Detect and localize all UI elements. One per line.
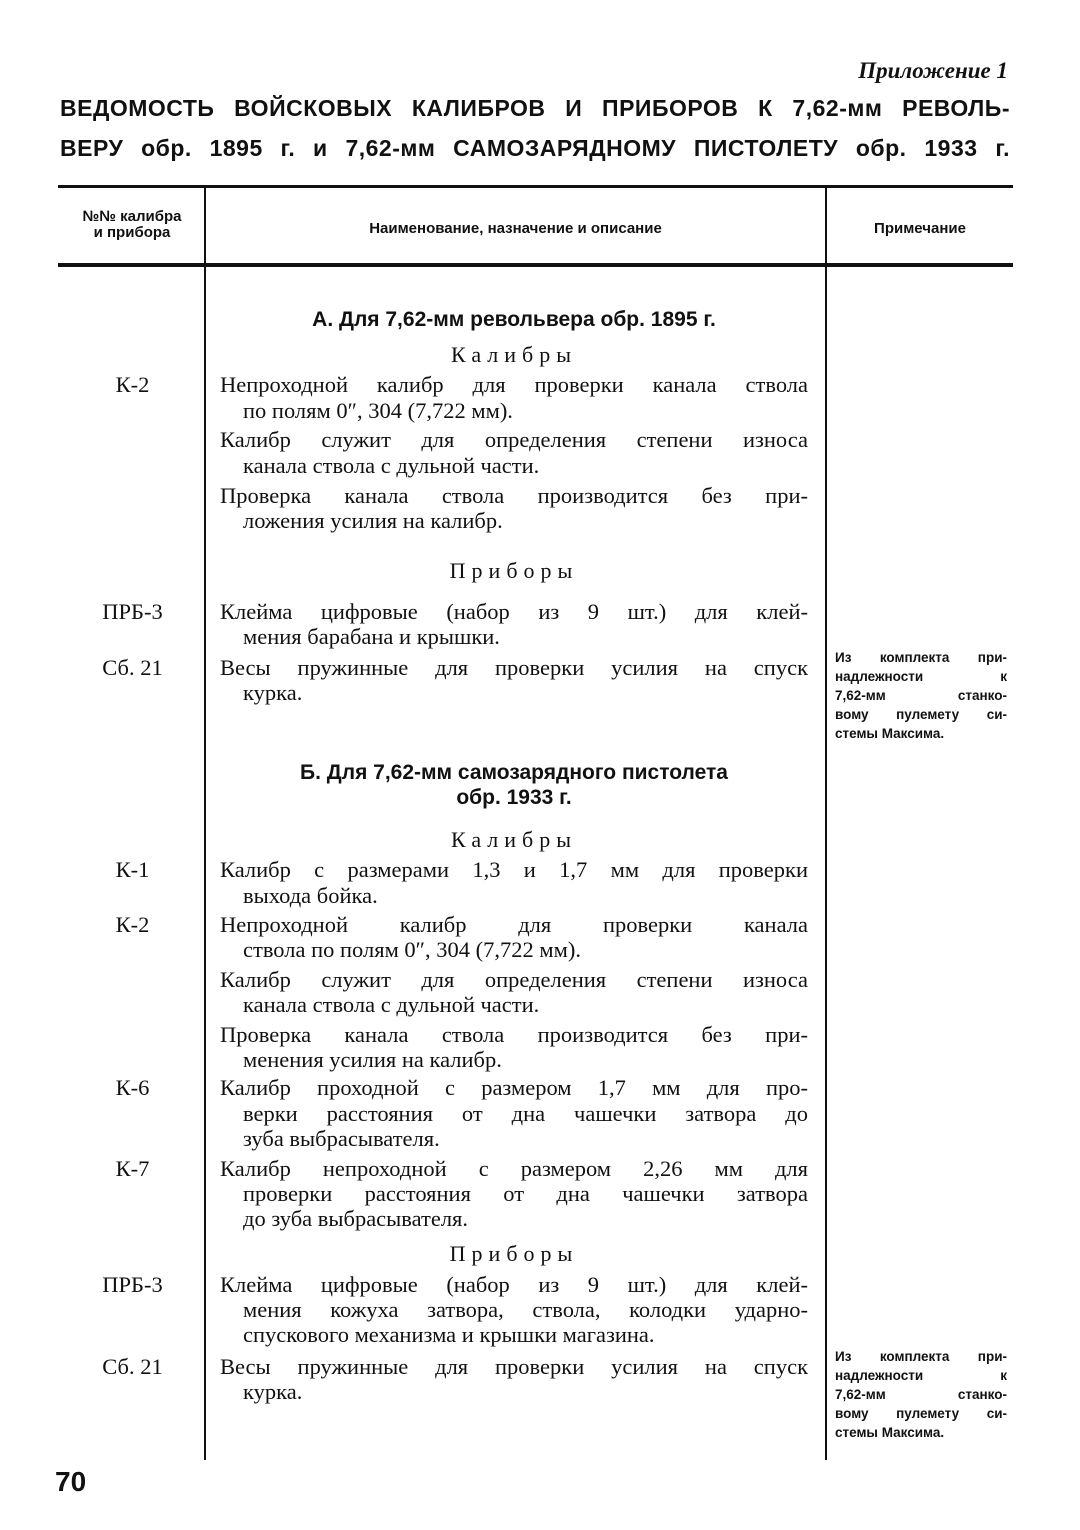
description-line: Проверка канала ствола производится без при-	[220, 1022, 808, 1047]
column-divider-2	[825, 188, 827, 1460]
description-line: курка.	[243, 1379, 303, 1404]
header-note-column: Примечание	[874, 220, 966, 237]
page-number: 70	[55, 1466, 87, 1497]
description-line: зуба выбрасывателя.	[243, 1126, 440, 1151]
section-heading: Б. Для 7,62-мм самозарядного пистолета	[300, 761, 728, 784]
description-line: канала ствола с дульной части.	[243, 453, 540, 478]
description-line: курка.	[243, 680, 303, 705]
description-line: ложения усилия на калибр.	[243, 508, 503, 533]
document-title-line-1: ВЕДОМОСТЬ ВОЙСКОВЫХ КАЛИБРОВ И ПРИБОРОВ К 7,62-мм РЕВОЛЬ-	[60, 95, 1010, 121]
item-code: ПРБ-3	[102, 599, 163, 624]
description-line: спускового механизма и крышки магазина.	[243, 1322, 655, 1347]
item-code: ПРБ-3	[102, 1272, 163, 1297]
description-line: Калибр с размерами 1,3 и 1,7 мм для проверки	[220, 857, 808, 882]
item-code: Сб. 21	[102, 1354, 163, 1379]
note-line: Из комплекта при-	[835, 1349, 1007, 1364]
description-line: Калибр проходной с размером 1,7 мм для про-	[220, 1075, 808, 1100]
description-line: до зуба выбрасывателя.	[243, 1206, 469, 1231]
description-line: мения барабана и крышки.	[243, 624, 500, 649]
description-line: менения усилия на калибр.	[243, 1047, 502, 1072]
group-title: Приборы	[449, 1241, 579, 1266]
description-line: Весы пружинные для проверки усилия на спуск	[220, 1354, 808, 1379]
description-line: по полям 0″, 304 (7,722 мм).	[243, 398, 513, 423]
description-line: Проверка канала ствола производится без при-	[220, 483, 808, 508]
note-line: 7,62-мм станко-	[835, 1387, 1007, 1402]
description-line: Клейма цифровые (набор из 9 шт.) для клей-	[220, 1272, 808, 1297]
description-line: канала ствола с дульной части.	[243, 992, 540, 1017]
note-line: Из комплекта при-	[835, 650, 1007, 665]
item-code: К-2	[115, 912, 150, 937]
description-line: Калибр служит для определения степени износа	[220, 967, 808, 992]
item-code: К-6	[115, 1075, 150, 1100]
description-line: проверки расстояния от дна чашечки затвора	[243, 1181, 808, 1206]
description-line: Калибр служит для определения степени износа	[220, 427, 808, 452]
description-line: ствола по полям 0″, 304 (7,722 мм).	[243, 937, 582, 962]
description-line: Непроходной калибр для проверки канала ствола	[220, 372, 808, 397]
table-top-rule	[58, 185, 1013, 188]
note-line: надлежности к	[835, 1368, 1007, 1383]
group-title: Калибры	[450, 827, 578, 852]
section-heading: А. Для 7,62-мм револьвера обр. 1895 г.	[312, 308, 716, 331]
description-line: Калибр непроходной с размером 2,26 мм для	[220, 1156, 808, 1181]
description-line: Непроходной калибр для проверки канала	[220, 912, 808, 937]
item-code: К-1	[115, 857, 150, 882]
description-line: мения кожуха затвора, ствола, колодки ударно-	[243, 1297, 808, 1322]
note-line: 7,62-мм станко-	[835, 688, 1007, 703]
group-title: Калибры	[450, 342, 578, 367]
note-line: стемы Максима.	[835, 726, 945, 741]
note-line: надлежности к	[835, 669, 1007, 684]
group-title: Приборы	[449, 558, 579, 583]
note-line: вому пулемету си-	[835, 1406, 1007, 1421]
header-code-line-2: и прибора	[93, 224, 171, 241]
item-code: Сб. 21	[102, 655, 163, 680]
description-line: верки расстояния от дна чашечки затвора до	[243, 1101, 808, 1126]
note-line: стемы Максима.	[835, 1425, 945, 1440]
item-code: К-7	[115, 1156, 150, 1181]
header-code-column	[62, 209, 202, 241]
description-line: Клейма цифровые (набор из 9 шт.) для клей-	[220, 599, 808, 624]
appendix-label: Приложение 1	[858, 58, 1008, 83]
section-heading: обр. 1933 г.	[456, 786, 572, 809]
header-description-column: Наименование, назначение и описание	[369, 220, 662, 237]
description-line: Весы пружинные для проверки усилия на спуск	[220, 655, 808, 680]
document-title-line-2: ВЕРУ обр. 1895 г. и 7,62-мм САМОЗАРЯДНОМУ ПИСТОЛЕТУ обр. 1933 г.	[60, 135, 1010, 161]
note-line: вому пулемету си-	[835, 707, 1007, 722]
header-code-line-1: №№ калибра	[82, 208, 182, 225]
description-line: выхода бойка.	[243, 883, 378, 908]
table-header-rule	[58, 263, 1013, 267]
item-code: К-2	[115, 372, 150, 397]
